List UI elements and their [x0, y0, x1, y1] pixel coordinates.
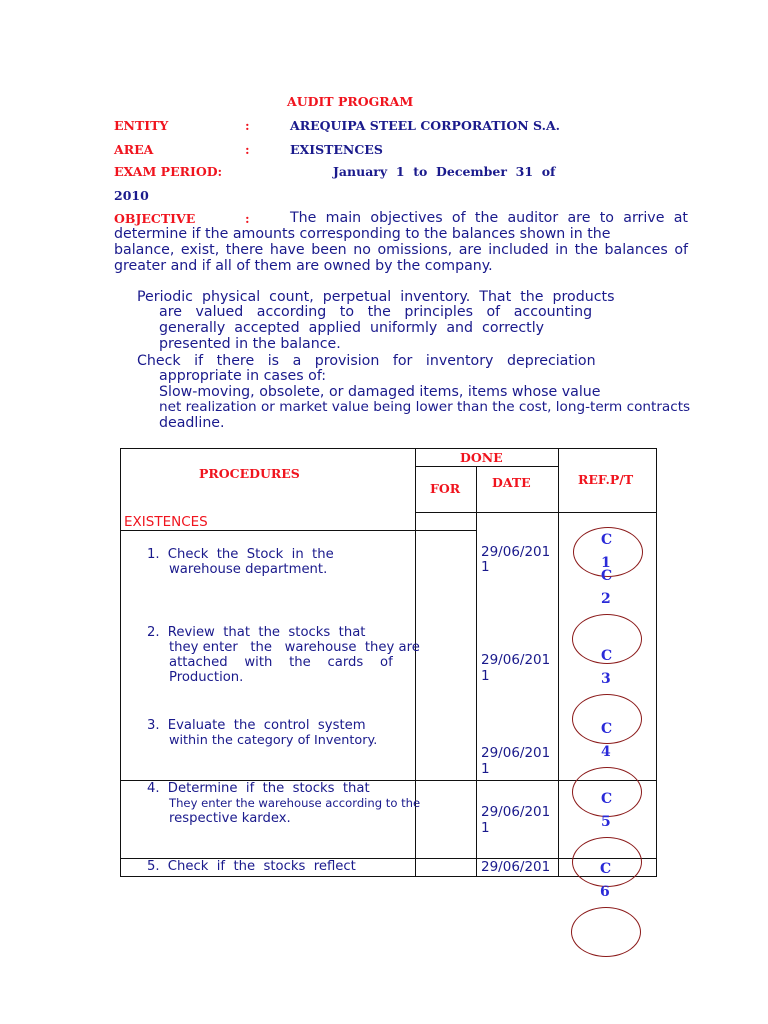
row-line: attached with the cards of — [169, 655, 393, 670]
table-rule — [656, 448, 657, 877]
row-line: They enter the warehouse according to the — [169, 796, 421, 810]
table-rule — [120, 448, 121, 877]
row-number: 2. — [147, 625, 160, 640]
bullet-line: are valued according to the principles of accounting — [159, 304, 593, 320]
procedure-row-3 — [147, 718, 366, 734]
section-existences: EXISTENCES — [124, 514, 208, 530]
area-value: EXISTENCES — [290, 142, 383, 157]
row-line: within the category of Inventory. — [169, 733, 378, 748]
row-line: Check the Stock in the — [167, 547, 334, 562]
bullet-line: Periodic physical count, perpetual inventory. That the products — [137, 289, 615, 305]
ref-letter: C — [601, 648, 613, 664]
bullet-line: Slow-moving, obsolete, or damaged items, items whose value — [159, 384, 601, 400]
header-for: FOR — [430, 481, 461, 496]
area-label: AREA — [114, 142, 154, 157]
document-title: AUDIT PROGRAM — [287, 94, 414, 109]
entity-value: AREQUIPA STEEL CORPORATION S.A. — [290, 118, 561, 133]
row-line: Evaluate the control system — [167, 718, 366, 733]
procedure-row-2 — [147, 625, 365, 641]
bullet-line: Check if there is a provision for inventory depreciation — [137, 353, 596, 369]
table-rule — [120, 448, 657, 449]
ref-letter: C — [601, 568, 613, 584]
row-date: 29/06/201 — [481, 745, 551, 761]
table-rule — [415, 512, 657, 513]
bullet-line: generally accepted applied uniformly and correctly — [159, 320, 545, 336]
row-line: they enter the warehouse they are — [169, 640, 420, 655]
exam-period-label: EXAM PERIOD: — [114, 164, 223, 179]
entity-label: ENTITY — [114, 118, 169, 133]
row-date: 1 — [481, 820, 490, 836]
row-number: 3. — [147, 718, 160, 733]
ref-number: 3 — [601, 671, 611, 687]
objective-line: balance, exist, there have been no omissions, are included in the balances of — [114, 242, 688, 258]
table-rule — [415, 466, 559, 467]
table-rule — [415, 448, 416, 877]
entity-separator: : — [245, 118, 250, 133]
row-line: warehouse department. — [169, 562, 328, 577]
row-line: respective kardex. — [169, 811, 291, 826]
ref-number: 6 — [600, 884, 610, 900]
header-date: DATE — [492, 475, 531, 490]
table-rule — [120, 530, 477, 531]
exam-period-value: January 1 to December 31 of — [333, 164, 556, 179]
ref-oval — [571, 907, 641, 957]
header-ref: REF.P/T — [578, 472, 634, 487]
row-line: Review that the stocks that — [167, 625, 366, 640]
procedure-row-4 — [147, 781, 370, 797]
procedure-row-1 — [147, 547, 334, 563]
header-done: DONE — [460, 450, 503, 465]
bullet-line: appropriate in cases of: — [159, 368, 327, 384]
objective-paragraph — [114, 210, 688, 274]
ref-number: 5 — [601, 814, 611, 830]
row-line: Determine if the stocks that — [167, 781, 370, 796]
header-procedures: PROCEDURES — [199, 466, 300, 481]
row-date: 29/06/201 — [481, 859, 551, 875]
ref-letter: C — [601, 532, 613, 548]
objective-label: OBJECTIVE — [114, 211, 196, 226]
procedure-row-5 — [147, 859, 356, 875]
exam-period-year: 2010 — [114, 188, 149, 203]
row-date: 29/06/201 — [481, 652, 551, 668]
table-rule — [476, 466, 477, 877]
ref-letter: C — [600, 861, 612, 877]
bullet-line: net realization or market value being lower than the cost, long-term contracts — [159, 399, 691, 415]
objective-separator: : — [245, 211, 250, 226]
objective-line: determine if the amounts corresponding to the balances shown in the — [114, 226, 611, 242]
bullet-line: presented in the balance. — [159, 336, 341, 352]
ref-number: 1 — [601, 555, 611, 571]
table-rule — [120, 876, 657, 877]
table-rule — [558, 448, 559, 877]
objective-line: The main objectives of the auditor are to arrive at — [290, 210, 688, 226]
ref-letter: C — [601, 721, 613, 737]
row-number: 5. — [147, 859, 160, 874]
ref-number: 2 — [601, 591, 611, 607]
ref-number: 4 — [601, 744, 611, 760]
row-line: Check if the stocks reflect — [167, 859, 356, 874]
ref-letter: C — [601, 791, 613, 807]
row-date: 1 — [481, 761, 490, 777]
row-number: 1. — [147, 547, 160, 562]
row-number: 4. — [147, 781, 160, 796]
row-line: Production. — [169, 670, 244, 685]
row-date: 1 — [481, 668, 490, 684]
row-date: 1 — [481, 559, 490, 575]
area-separator: : — [245, 142, 250, 157]
bullet-line: deadline. — [159, 415, 225, 431]
row-date: 29/06/201 — [481, 804, 551, 820]
row-date: 29/06/201 — [481, 544, 551, 560]
objective-line: greater and if all of them are owned by the company. — [114, 258, 493, 274]
